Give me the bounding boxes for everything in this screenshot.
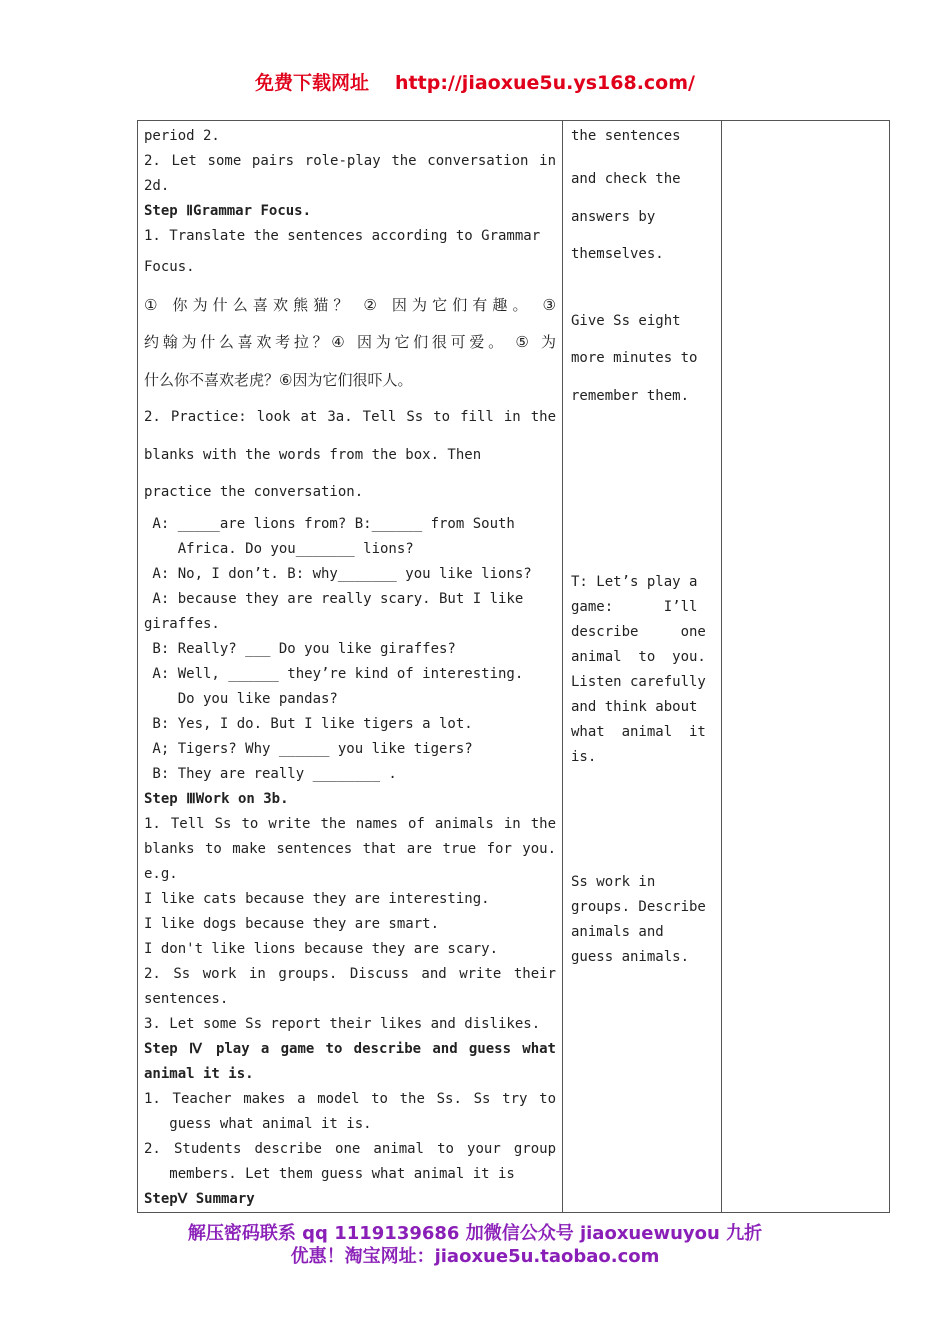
step-heading: animal it is. [144,1065,254,1082]
text-line: I like cats because they are interesting. [144,890,490,907]
dialogue-line: B: They are really ________ . [144,765,397,782]
text-line: Listen carefully [571,674,706,690]
dialogue-line: A: No, I don’t. B: why_______ you like lions? [144,565,532,582]
text-line: blanks with the words from the box. Then [144,446,482,463]
notes-cell [722,121,890,1213]
text-line: animal to you. [571,649,706,665]
dialogue-line: B: Really? ___ Do you like giraffes? [144,640,456,657]
text-line: I don't like lions because they are scary. [144,940,499,957]
text-line: remember them. [571,387,690,404]
chinese-line: ① 你为什么喜欢熊猫？ ② 因为它们有趣。 ③ [144,295,556,314]
text-line: and check the [571,171,681,187]
text-line: Give Ss eight [571,312,681,329]
text-line: Focus. [144,259,195,275]
header-label: 免费下载网址 [255,72,370,94]
dialogue-line: A: because they are really scary. But I like [144,590,524,607]
text-line: T: Let’s play a [571,574,698,590]
text-line: describe one [571,624,706,640]
text-line: groups. Describe [571,899,706,915]
text-line: game: I’ll [571,599,698,615]
text-line: e.g. [144,865,178,882]
lesson-table [137,120,890,1213]
text-line: what animal it [571,724,706,740]
text-line: I like dogs because they are smart. [144,915,440,932]
page-header [0,68,950,95]
text-line: members. Let them guess what animal it is [144,1165,515,1182]
header-url-link[interactable]: http://jiaoxue5u.ys168.com/ [395,72,695,94]
text-line: 2. Ss work in groups. Discuss and write their [144,965,556,982]
text-line: sentences. [144,990,229,1007]
text-line: Ss work in [571,874,656,890]
footer-line-1: 解压密码联系 qq 1119139686 加微信公众号 jiaoxuewuyou 九折 [187,1223,763,1244]
step-heading: Step ⅡGrammar Focus. [144,203,312,219]
activity-cell [563,121,722,1213]
text-line: animals and [571,924,664,940]
text-line: is. [571,749,597,765]
text-line: 1. Teacher makes a model to the Ss. Ss try to [144,1090,556,1107]
footer-line-2[interactable]: 优惠！淘宝网址：jiaoxue5u.taobao.com [290,1246,660,1267]
dialogue-line: B: Yes, I do. But I like tigers a lot. [144,715,473,732]
text-line: period 2. [144,128,220,144]
text-line: guess what animal it is. [144,1115,372,1132]
text-line: practice the conversation. [144,484,364,500]
step-heading: Step Ⅳ play a game to describe and guess what [144,1040,556,1057]
text-line: and think about [571,699,698,715]
text-line: 2. Students describe one animal to your group [144,1140,556,1157]
chinese-line: 什么你不喜欢老虎？⑥因为它们很吓人。 [144,370,413,389]
text-line: 1. Translate the sentences according to Grammar [144,228,541,244]
chinese-line: 约翰为什么喜欢考拉？④ 因为它们很可爱。 ⑤ 为 [144,333,556,351]
dialogue-line: Africa. Do you_______ lions? [144,540,414,557]
text-line: 3. Let some Ss report their likes and dislikes. [144,1015,541,1032]
text-line: themselves. [571,246,664,262]
text-line: answers by [571,208,656,225]
dialogue-line: giraffes. [144,615,220,632]
text-line: guess animals. [571,949,690,965]
step-heading: StepⅤ Summary [144,1190,255,1207]
dialogue-line: Do you like pandas? [144,690,338,707]
text-line: the sentences [571,128,681,144]
dialogue-line: A: _____are lions from? B:______ from South [144,515,515,532]
dialogue-line: A; Tigers? Why ______ you like tigers? [144,740,473,757]
text-line: 2. Practice: look at 3a. Tell Ss to fill in the [144,409,556,425]
text-line: 1. Tell Ss to write the names of animals in the [144,815,556,832]
step-heading: Step ⅢWork on 3b. [144,790,289,807]
dialogue-line: A: Well, ______ they’re kind of interesting. [144,665,524,682]
procedure-cell [138,121,563,1213]
text-line: 2d. [144,178,170,194]
text-line: more minutes to [571,350,698,366]
text-line: 2. Let some pairs role-play the conversation in [144,153,556,169]
text-line: blanks to make sentences that are true for you. [144,840,556,857]
